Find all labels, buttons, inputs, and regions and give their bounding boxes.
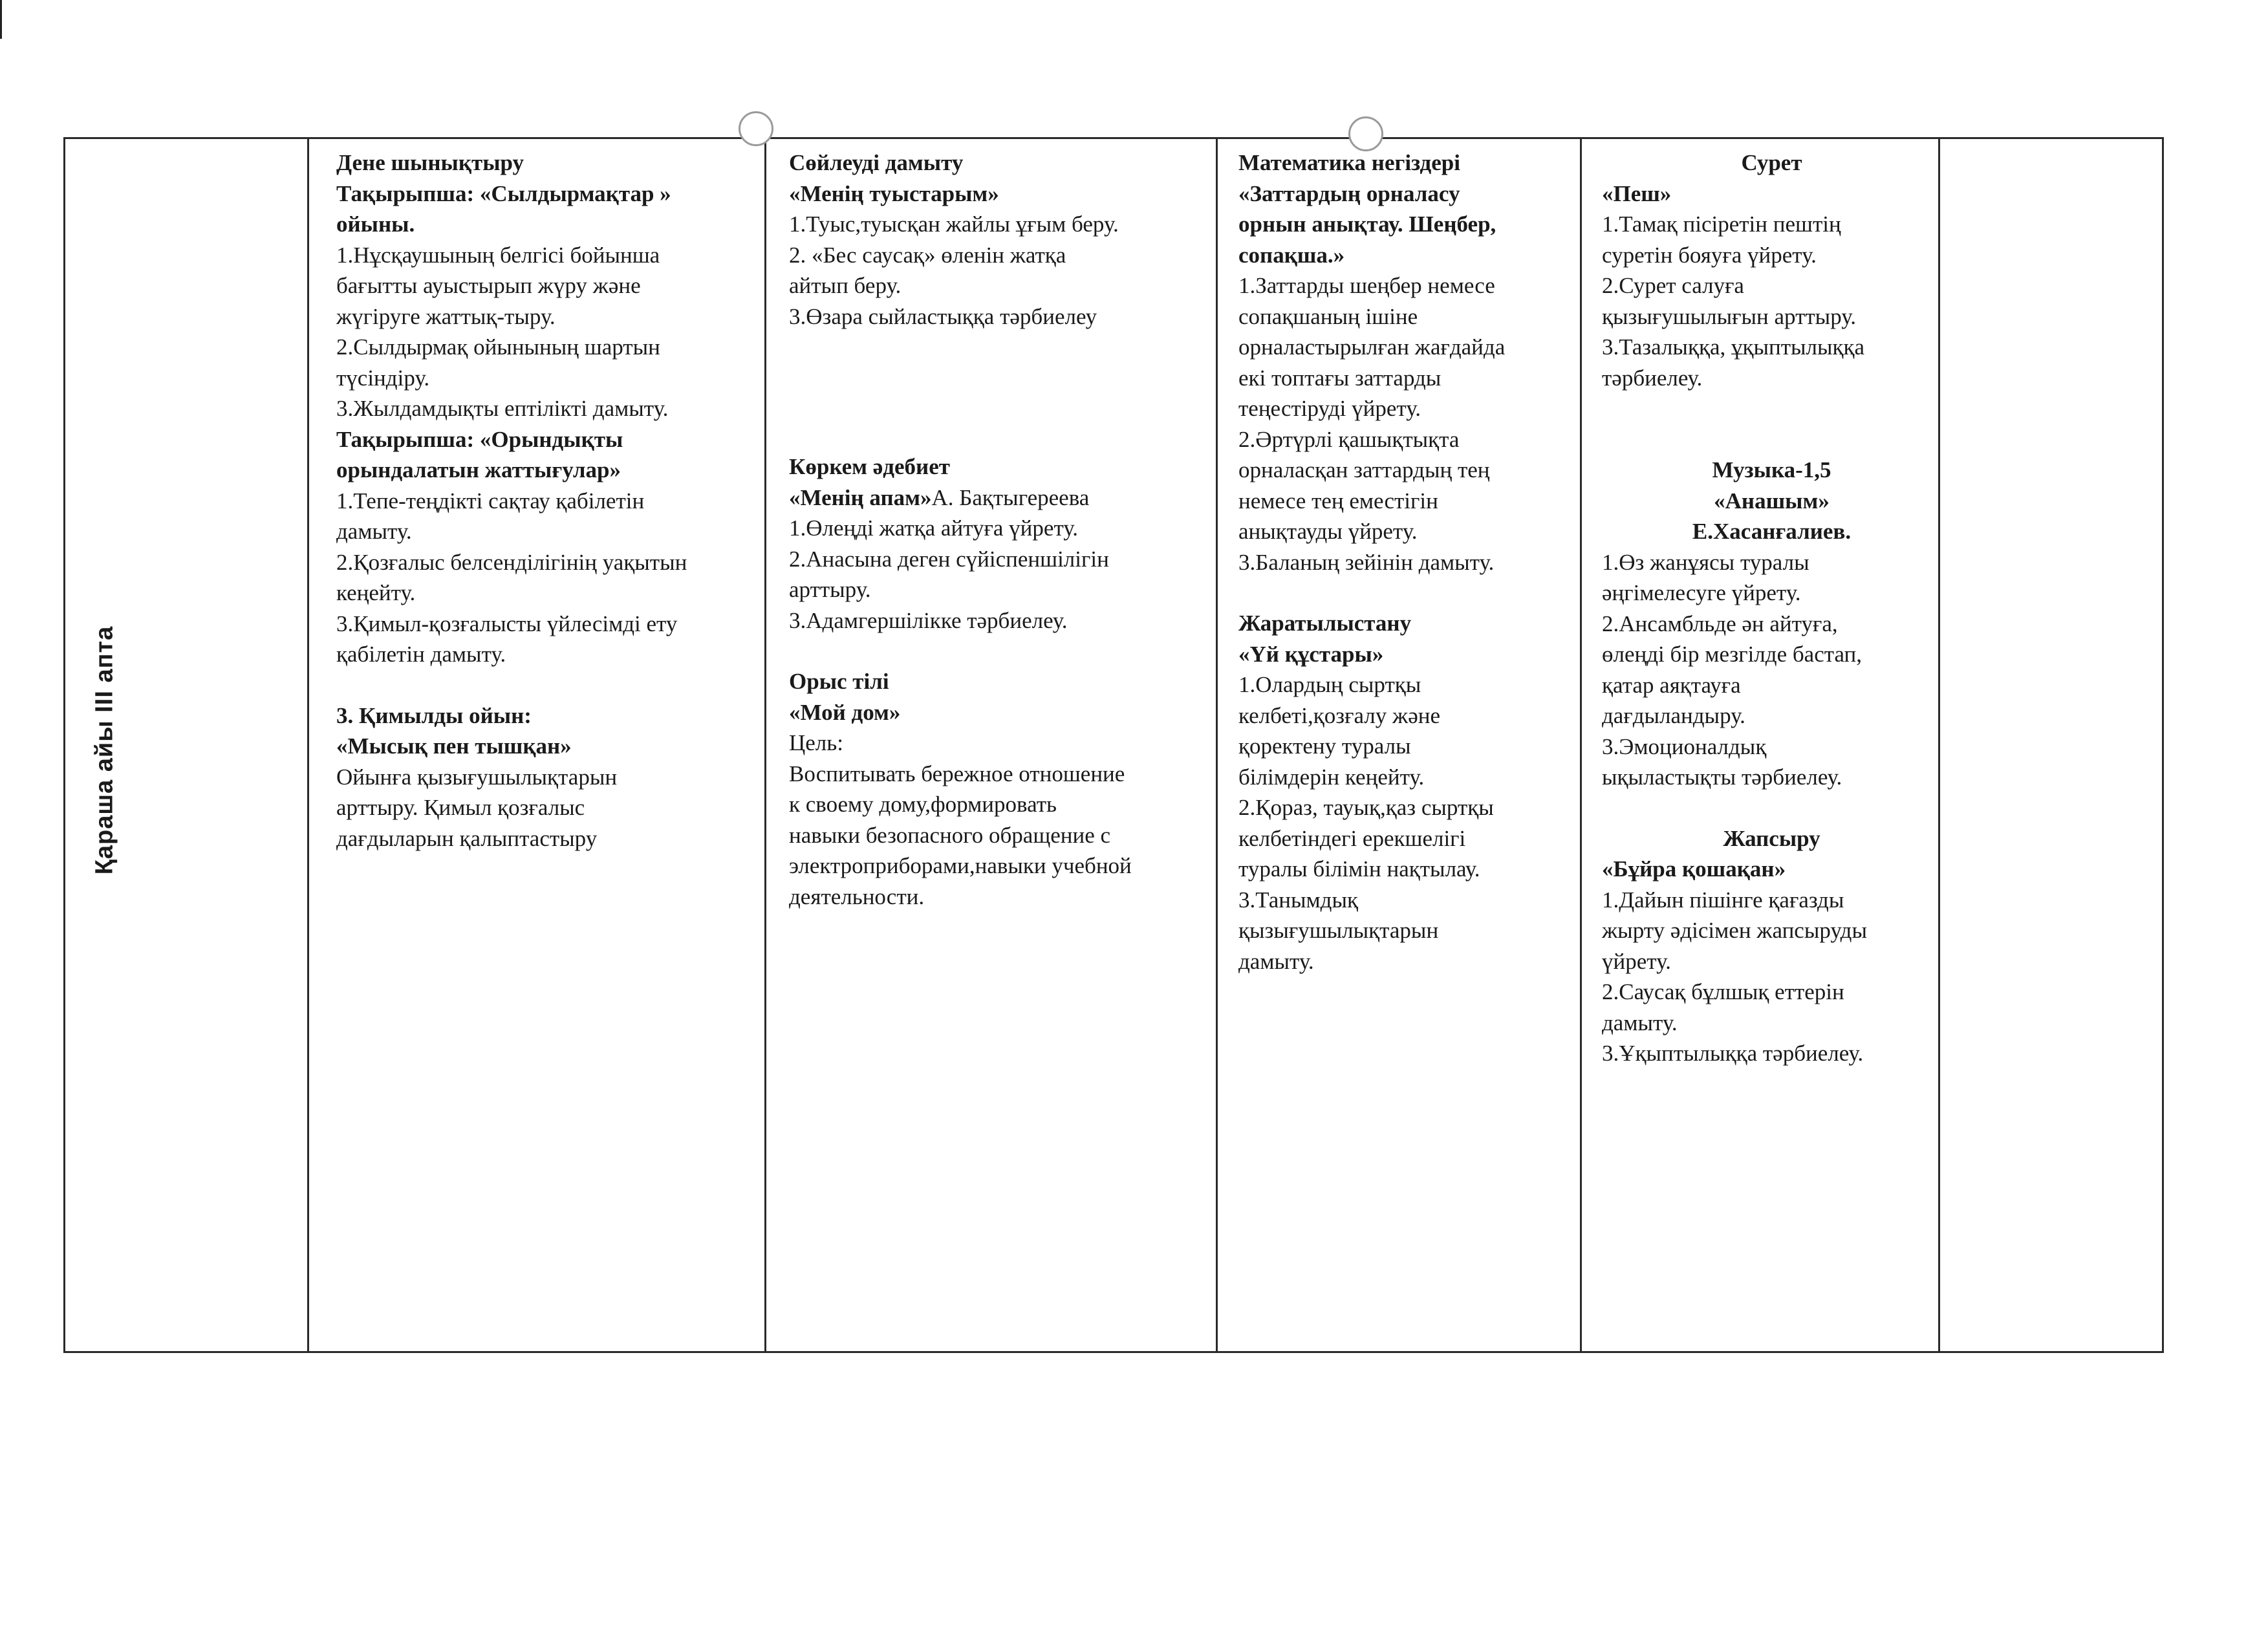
objective-line: 2.Саусақ бұлшық еттерін: [1602, 979, 1844, 1004]
column-divider-1: [307, 137, 309, 1353]
composer-name: Е.Хасанғалиев.: [1692, 519, 1852, 544]
author-name: А. Бақтыгереева: [931, 484, 1090, 510]
subject-title: Дене шынықтыру: [336, 150, 524, 175]
objective-line: 1.Тепе-теңдікті сақтау қабілетін: [336, 488, 645, 514]
topic-title: «Мой дом»: [789, 699, 901, 725]
topic-title: «Заттардың орналасу: [1238, 180, 1460, 206]
subject-title: Математика негіздері: [1238, 150, 1460, 175]
objective-line: 3.Адамгершілікке тәрбиелеу.: [789, 607, 1068, 633]
week-label: Қараша айы ІІІ апта: [91, 625, 118, 875]
objective-line: 3.Баланың зейінін дамыту.: [1238, 549, 1495, 575]
game-title: 3. Қимылды ойын:: [336, 702, 532, 728]
art-column: [1602, 147, 1941, 1069]
scan-edge-mark: [0, 0, 2, 39]
objective-line: 1.Туыс,туысқан жайлы ұғым беру.: [789, 211, 1119, 237]
objective-line: к своему дому,формировать: [789, 792, 1057, 817]
objective-line: 2.Әртүрлі қашықтықта: [1238, 426, 1460, 452]
objective-line: қызығушылықтарын: [1238, 918, 1439, 943]
objective-line: 2.Сылдырмақ ойынының шартын: [336, 334, 660, 360]
topic-title: Тақырыпша: «Орындықты: [336, 426, 623, 452]
objective-line: дағдыландыру.: [1602, 703, 1745, 728]
objective-line: туралы білімін нақтылау.: [1238, 856, 1480, 882]
objective-line: келбетіндегі ерекшелігі: [1238, 825, 1466, 851]
objective-line: жүгіруге жаттық-тыру.: [336, 303, 556, 329]
subject-title: Көркем әдебиет: [789, 454, 950, 479]
objective-line: орналасқан заттардың тең: [1238, 457, 1490, 482]
objective-line: 1.Өз жанұясы туралы: [1602, 549, 1809, 575]
topic-title: «Пеш»: [1602, 180, 1672, 206]
column-divider-2: [764, 137, 766, 1353]
column-divider-4: [1580, 137, 1582, 1353]
topic-title: орнын анықтау. Шеңбер,: [1238, 211, 1496, 237]
objective-line: келбеті,қозғалу және: [1238, 702, 1441, 728]
objective-line: 1.Заттарды шеңбер немесе: [1238, 273, 1495, 298]
physical-education-column: [336, 147, 763, 854]
objective-line: 2.Анасына деген сүйіспеншілігін: [789, 546, 1109, 572]
game-name: «Мысық пен тышқан»: [336, 733, 572, 759]
objective-line: 3.Қимыл-қозғалысты үйлесімді ету: [336, 611, 678, 636]
objective-line: дамыту.: [336, 519, 412, 544]
objective-line: орналастырылған жағдайда: [1238, 334, 1506, 360]
column-divider-3: [1216, 137, 1218, 1353]
punch-hole-right: [1348, 116, 1383, 151]
topic-line: [789, 482, 1213, 514]
subject-title: Жапсыру: [1723, 825, 1820, 851]
math-column: [1238, 147, 1578, 977]
objective-line: қатар аяқтауға: [1602, 672, 1741, 698]
objective-line: жырту әдісімен жапсыруды: [1602, 918, 1868, 943]
objective-line: үйрету.: [1602, 948, 1671, 974]
objective-line: 1.Өлеңді жатқа айтуға үйрету.: [789, 515, 1079, 541]
objective-line: Цель:: [789, 730, 843, 755]
objective-line: 1.Олардың сыртқы: [1238, 672, 1421, 697]
objective-line: түсіндіру.: [336, 365, 430, 391]
topic-title: «Менің туыстарым»: [789, 180, 999, 206]
objective-line: айтып беру.: [789, 273, 902, 298]
topic-title: Тақырыпша: «Сылдырмақтар »: [336, 180, 671, 206]
objective-line: тәрбиелеу.: [1602, 365, 1703, 391]
objective-line: өлеңді бір мезгілде бастап,: [1602, 642, 1863, 667]
objective-line: 3.Тазалыққа, ұқыптылыққа: [1602, 334, 1865, 360]
objective-line: 2.Ансамбльде ән айтуға,: [1602, 611, 1838, 636]
subject-title: Орыс тілі: [789, 669, 889, 694]
objective-line: 2.Қозғалыс белсенділігінің уақытын: [336, 549, 687, 575]
objective-line: 1.Нұсқаушының белгісі бойынша: [336, 242, 660, 268]
topic-title: «Анашым»: [1714, 488, 1830, 514]
subject-title: Сурет: [1741, 150, 1802, 175]
objective-line: бағытты ауыстырып жүру және: [336, 273, 641, 298]
objective-line: Воспитывать бережное отношение: [789, 761, 1125, 786]
topic-title: сопақша.»: [1238, 242, 1345, 268]
topic-title: ойыны.: [336, 211, 415, 237]
objective-line: навыки безопасного обращение с: [789, 822, 1111, 848]
objective-line: білімдерін кеңейту.: [1238, 764, 1425, 790]
topic-title: «Бұйра қошақан»: [1602, 856, 1786, 882]
objective-line: 1.Тамақ пісіретін пештің: [1602, 211, 1841, 237]
objective-line: 2.Қораз, тауық,қаз сыртқы: [1238, 795, 1494, 820]
objective-line: әңгімелесуге үйрету.: [1602, 580, 1801, 605]
speech-development-column: [789, 147, 1213, 912]
subject-title: Музыка-1,5: [1712, 457, 1831, 482]
objective-line: 2.Сурет салуға: [1602, 273, 1744, 298]
objective-line: арттыру.: [789, 577, 871, 602]
topic-title: орындалатын жаттығулар»: [336, 457, 621, 482]
objective-line: 3.Эмоционалдық: [1602, 733, 1767, 759]
objective-line: ықыластықты тәрбиелеу.: [1602, 764, 1842, 790]
objective-line: қызығушылығын арттыру.: [1602, 303, 1856, 329]
objective-line: 3.Танымдық: [1238, 887, 1359, 913]
objective-line: қабілетін дамыту.: [336, 642, 506, 667]
objective-line: 3.Ұқыптылыққа тәрбиелеу.: [1602, 1041, 1864, 1066]
objective-line: дағдыларын қалыптастыру: [336, 825, 598, 851]
objective-line: 3.Өзара сыйластыққа тәрбиелеу: [789, 303, 1097, 329]
objective-line: Ойынға қызығушылықтарын: [336, 764, 618, 790]
objective-line: теңестіруді үйрету.: [1238, 396, 1421, 421]
objective-line: деятельности.: [789, 883, 925, 909]
objective-line: арттыру. Қимыл қозғалыс: [336, 795, 585, 820]
objective-line: суретін бояуға үйрету.: [1602, 242, 1817, 268]
subject-title: Сөйлеуді дамыту: [789, 150, 964, 175]
objective-line: екі топтағы заттарды: [1238, 365, 1442, 391]
objective-line: дамыту.: [1238, 948, 1314, 974]
punch-hole-left: [739, 111, 773, 146]
objective-line: электроприборами,навыки учебной: [789, 853, 1132, 878]
objective-line: 1.Дайын пішінге қағазды: [1602, 887, 1844, 913]
topic-title: «Үй құстары»: [1238, 641, 1384, 667]
objective-line: анықтауды үйрету.: [1238, 519, 1418, 544]
objective-line: 3.Жылдамдықты ептілікті дамыту.: [336, 396, 669, 421]
objective-line: 2. «Бес саусақ» өленін жатқа: [789, 242, 1066, 268]
topic-title: «Менің апам»: [789, 484, 932, 510]
objective-line: кеңейту.: [336, 580, 416, 605]
objective-line: қоректену туралы: [1238, 733, 1411, 759]
subject-title: Жаратылыстану: [1238, 611, 1412, 636]
objective-line: дамыту.: [1602, 1010, 1678, 1035]
objective-line: сопақшаның ішіне: [1238, 303, 1418, 329]
objective-line: немесе тең еместігін: [1238, 488, 1438, 514]
